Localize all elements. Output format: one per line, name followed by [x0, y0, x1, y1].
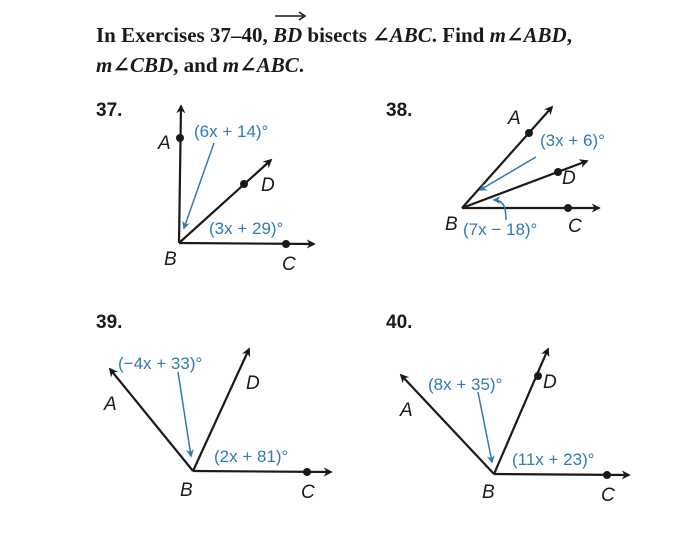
point-d	[554, 168, 562, 176]
angle-symbol-4: ∠	[239, 53, 257, 77]
label-b: B	[180, 480, 193, 501]
prompt-period: .	[298, 53, 304, 77]
angle-label-top: (−4x + 33)°	[118, 354, 203, 373]
exercise-prompt	[96, 20, 676, 80]
point-c	[603, 471, 611, 479]
label-c: C	[601, 485, 615, 506]
label-d: D	[246, 373, 260, 394]
point-c	[282, 240, 290, 248]
exercise-number: 39.	[96, 312, 123, 333]
angle-abd-name: ABD	[523, 23, 567, 47]
point-d	[534, 372, 542, 380]
angle-label-top: (6x + 14)°	[194, 122, 269, 141]
prompt-bisects: bisects	[302, 23, 373, 47]
measure-m-3: m	[222, 53, 240, 77]
exercise-number: 40.	[386, 312, 413, 333]
prompt-comma: ,	[566, 23, 572, 47]
label-b: B	[445, 214, 458, 235]
ray-arrow-icon	[273, 11, 307, 21]
angle-cbd-name: CBD	[129, 53, 174, 77]
prompt-and: , and	[173, 53, 223, 77]
label-d: D	[543, 372, 557, 393]
pointer-arrow-top	[478, 392, 492, 462]
label-c: C	[282, 254, 296, 275]
angle-symbol-1: ∠	[372, 23, 390, 47]
point-a	[525, 129, 533, 137]
angle-label-bottom: (2x + 81)°	[214, 447, 289, 466]
label-a: A	[104, 394, 117, 415]
pointer-arrow-bottom	[494, 200, 506, 220]
label-b: B	[482, 482, 495, 503]
pointer-arrow-top	[480, 157, 536, 190]
measure-m-1: m	[489, 23, 506, 47]
pointer-arrow-top	[178, 372, 191, 456]
point-d	[240, 180, 248, 188]
exercise-37	[96, 100, 396, 300]
ray-bc	[179, 243, 314, 244]
label-a: A	[508, 108, 521, 129]
point-c	[303, 468, 311, 476]
angle-abc-name: ABC	[389, 23, 432, 47]
angle-symbol-2: ∠	[505, 23, 524, 47]
ray-bd-text: BD	[272, 23, 303, 47]
label-a: A	[158, 133, 171, 154]
exercise-number: 37.	[96, 100, 123, 121]
angle-label-bottom: (3x + 29)°	[209, 219, 284, 238]
angle-label-bottom: (7x − 18)°	[463, 220, 538, 239]
point-a	[176, 134, 184, 142]
label-a: A	[400, 400, 413, 421]
ray-ba	[179, 106, 181, 243]
angle-diagram-37	[96, 100, 396, 300]
exercise-39	[96, 312, 396, 512]
exercise-number: 38.	[386, 100, 413, 121]
angle-abc-name-2: ABC	[256, 53, 299, 77]
angle-label-top: (3x + 6)°	[540, 131, 605, 150]
label-c: C	[568, 216, 582, 237]
prompt-find: . Find	[431, 23, 490, 47]
ray-ba	[462, 107, 552, 208]
exercise-40	[386, 312, 686, 512]
label-d: D	[562, 168, 576, 189]
ray-bd-label	[273, 20, 302, 50]
measure-m-2: m	[96, 53, 113, 77]
angle-label-top: (8x + 35)°	[428, 375, 503, 394]
exercise-38	[386, 100, 686, 300]
angle-diagram-40	[386, 312, 686, 512]
point-c	[564, 204, 572, 212]
label-d: D	[261, 175, 275, 196]
angle-label-bottom: (11x + 23)°	[512, 450, 595, 469]
angle-diagram-38	[386, 100, 686, 300]
angle-diagram-39	[96, 312, 396, 512]
angle-symbol-3: ∠	[112, 53, 130, 77]
prompt-intro: In Exercises 37–40,	[96, 23, 273, 47]
label-c: C	[301, 482, 315, 503]
label-b: B	[164, 249, 177, 270]
